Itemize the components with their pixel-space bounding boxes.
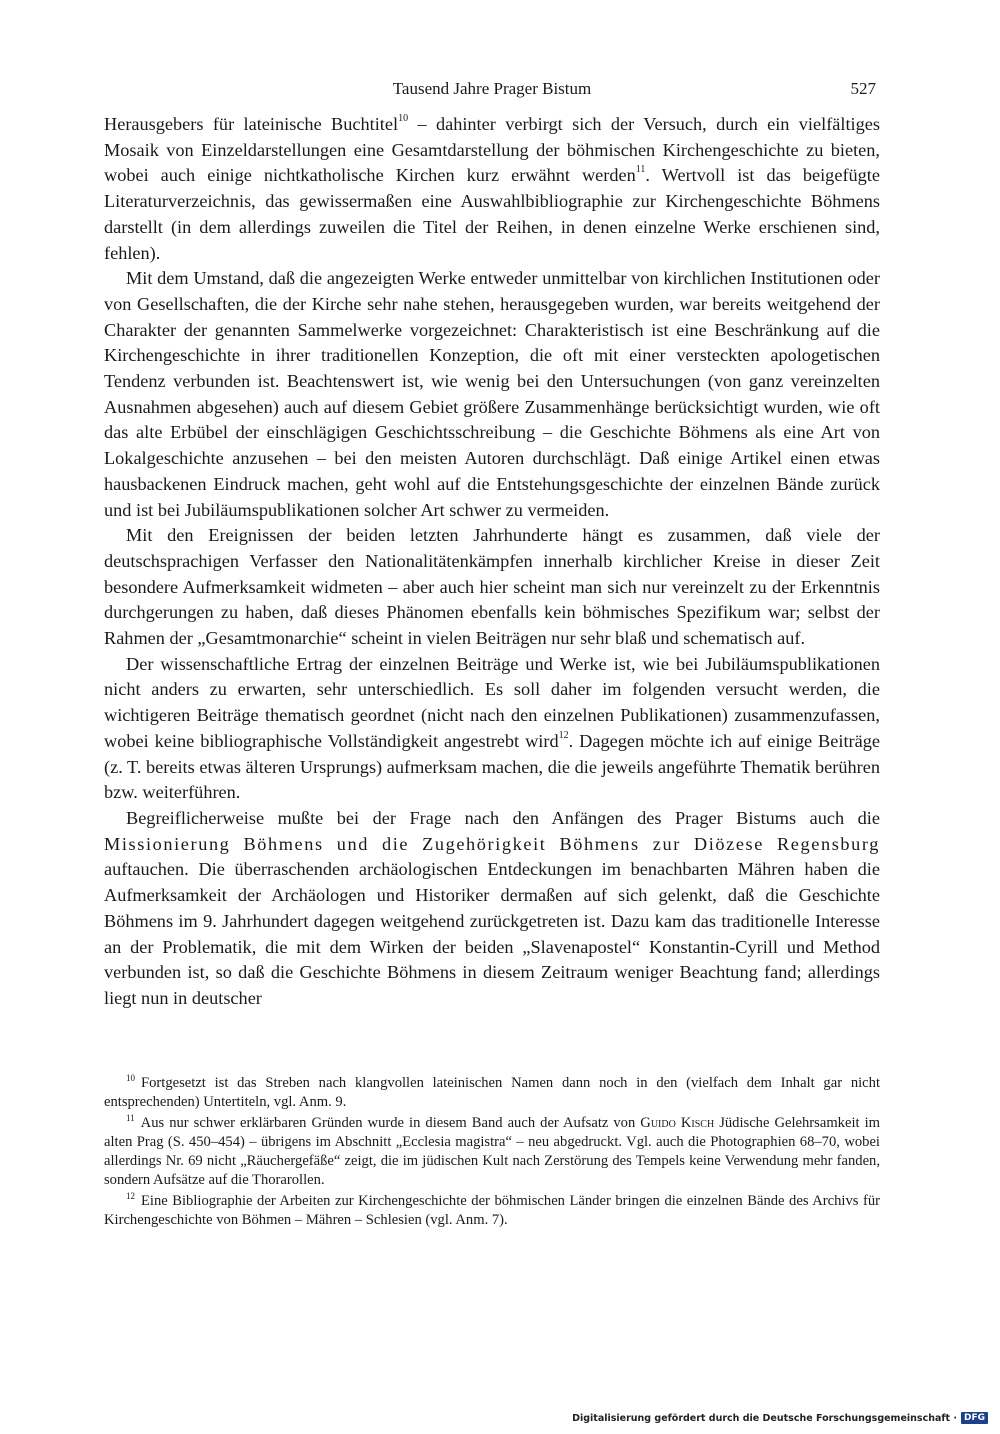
paragraph-1-part-3: . Wertvoll ist das beigefügte Literaturverzeichnis, das gewissermaßen eine Auswahlbibliographie zur Kirchengeschichte Böhmens darstellt (in dem allerdings zuweilen die Titel der Reihen, in denen einzelne Werke erschienen sind, fehlen). — [104, 165, 881, 263]
footnote-ref-10: 10 — [398, 112, 409, 124]
dfg-logo-icon: DFG — [961, 1412, 988, 1424]
footnote-text: Eine Bibliographie der Arbeiten zur Kirchengeschichte der böhmischen Länder bringen die einzelnen Bände des Archivs für Kirchengeschichte von Böhmen – Mähren – Schlesien (vgl. Anm. 7). — [104, 1193, 880, 1228]
paragraph-4-part-1: Der wissenschaftliche Ertrag der einzelnen Beiträge und Werke ist, wie bei Jubiläumspublikationen nicht anders zu erwarten, sehr unterschiedlich. Es soll daher im folgenden versucht werden, die wichtigeren Beiträge thematisch geordnet (nicht nach den einzelnen Publikationen) zusammenzufassen, wobei keine bibliographische Vollständigkeit angestrebt wird — [104, 653, 880, 751]
paragraph-4-part-2: . Dagegen möchte ich auf einige Beiträge (z. T. bereits etwas älteren Ursprungs) aufmerksam machen, die die jeweils angeführte Thematik berühren bzw. weiterführen. — [104, 730, 880, 803]
footnote-text: Jüdische Gelehrsamkeit im alten Prag (S. 450–454) – übrigens im Abschnitt „Ecclesia magistra“ – neu abgedruckt. Vgl. auch die Photographien 68–70, wobei allerdings Nr. 69 nicht „Räuchergefäße“ zeigt, die im jüdischen Kult nach Zerstörung des Tempels keine Verwendung mehr fanden, sondern Aufsätze auf die Thorarollen. — [104, 1115, 880, 1188]
footnote-12 — [104, 1192, 880, 1230]
paragraph-1-part-2: – dahinter verbirgt sich der Versuch, durch ein vielfältiges Mosaik von Einzeldarstellungen eine Gesamtdarstellung der böhmischen Kirchengeschichte zu bieten, wobei auch einige nichtkatholische Kirchen kurz erwähnt werden — [104, 114, 880, 186]
paragraph-5-part-2: auftauchen. Die überraschenden archäologischen Entdeckungen im benachbarten Mähren haben die Aufmerksamkeit der Archäologen und Historiker dermaßen auf sich gelenkt, daß die Geschichte Böhmens im 9. Jahrhundert dagegen weitgehend zurückgetreten ist. Dazu kam das traditionelle Interesse an der Problematik, die mit dem Wirken der beiden „Slavenapostel“ Konstantin-Cyrill und Method verbunden ist, so daß die Geschichte Böhmens in diesem Zeitraum weniger Beachtung fand; allerdings liegt nun in deutscher — [104, 859, 880, 1008]
footnote-11 — [104, 1114, 880, 1190]
running-head — [104, 76, 880, 102]
paragraph-3: Mit den Ereignissen der beiden letzten Jahrhunderte hängt es zusammen, daß viele der deutschsprachigen Verfasser den Nationalitätenkämpfen innerhalb kirchlicher Kreise in dieser Zeit besondere Aufmerksamkeit widmeten – aber auch hier scheint man sich nur vereinzelt zu der Erkenntnis durchgerungen zu haben, daß dieses Phänomen ebenfalls kein böhmisches Spezifikum war; selbst der Rahmen der „Gesamtmonarchie“ scheint in vielen Beiträgen nur sehr blaß und schematisch auf. — [104, 525, 880, 649]
paragraph-1 — [104, 112, 880, 266]
footnote-ref-12: 12 — [558, 729, 569, 741]
footnote-mark: 10 — [126, 1073, 135, 1084]
main-text — [104, 112, 880, 1012]
footnote-mark: 12 — [126, 1191, 135, 1202]
paragraph-4 — [104, 652, 880, 806]
footnote-text: Aus nur schwer erklärbaren Gründen wurde in diesem Band auch der Aufsatz von — [140, 1115, 641, 1131]
footnote-10 — [104, 1074, 880, 1112]
footnote-author: Guido Kisch — [640, 1115, 715, 1131]
footnotes — [104, 1074, 880, 1232]
digitization-note: Digitalisierung gefördert durch die Deutsche Forschungsgemeinschaft · — [572, 1412, 957, 1424]
paragraph-2: Mit dem Umstand, daß die angezeigten Werke entweder unmittelbar von kirchlichen Institutionen oder von Gesellschaften, die der Kirche sehr nahe stehen, herausgegeben wurden, war bereits weitgehend der Charakter der genannten Sammelwerke vorgezeichnet: Charakteristisch ist eine Beschränkung auf die Kirchengeschichte in ihrer traditionellen Konzeption, die oft mit einer versteckten apologetischen Tendenz verbunden ist. Beachtenswert ist, wie wenig bei den Untersuchungen (von ganz vereinzelten Ausnahmen abgesehen) auch auf diesem Gebiet größere Zusammenhänge berücksichtigt wurden, wie oft das alte Erbübel der einschlägigen Geschichtsschreibung – die Geschichte Böhmens als eine Art von Lokalgeschichte anzusehen – bei den meisten Autoren durchschlägt. Daß einige Artikel einen etwas hausbackenen Eindruck machen, geht wohl auf die Entstehungsgeschichte der einzelnen Bände zurück und ist bei Jubiläumspublikationen solcher Art schwer zu vermeiden. — [104, 268, 880, 520]
paragraph-5-spaced-emphasis: Missionierung Böhmens und die Zugehörigkeit Böhmens zur Diözese Regensburg — [104, 833, 880, 854]
paragraph-5-part-1: Begreiflicherweise mußte bei der Frage nach den Anfängen des Prager Bistums auch die — [126, 807, 880, 828]
footnote-ref-11: 11 — [635, 164, 646, 176]
running-title: Tausend Jahre Prager Bistum — [392, 79, 592, 98]
footnote-mark: 11 — [126, 1113, 135, 1124]
page-number: 527 — [850, 79, 876, 98]
footnote-text: Fortgesetzt ist das Streben nach klangvollen lateinischen Namen dann noch in den (vielfach dem Inhalt gar nicht entsprechenden) Untertiteln, vgl. Anm. 9. — [104, 1075, 880, 1110]
digitization-credit — [572, 1410, 988, 1426]
paragraph-1-part-1: Herausgebers für lateinische Buchtitel — [104, 114, 399, 134]
paragraph-5 — [104, 806, 880, 1012]
